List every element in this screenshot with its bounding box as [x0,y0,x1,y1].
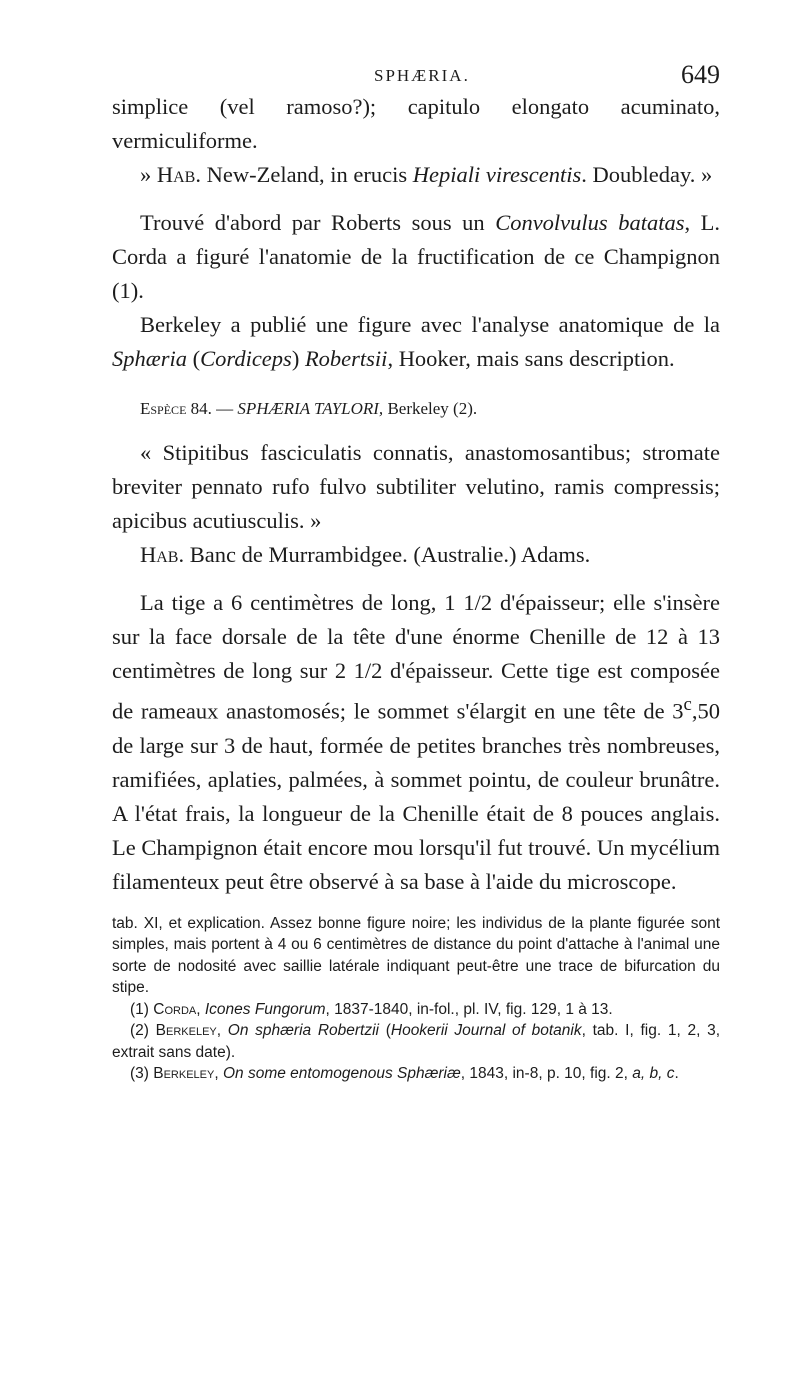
text-run: , L. Corda a figuré l'anatomie de la fructification de ce Champignon (1). [112,210,721,303]
footnote-number: (1) [130,1000,154,1018]
footnote-author: Berkeley [153,1065,215,1082]
superscript: c [683,694,692,715]
footnote-author: Corda [153,1000,197,1018]
text-run: , Hooker, mais sans description. [387,346,675,371]
text-run: « Stipitibus fasciculatis connatis, anastomosantibus; stromate breviter pennato rufo fulvo subtiliter velutino, ramis compressis; apicibus acutiusculis. » [112,440,720,533]
text-run: , 1843, in-8, p. 10, fig. 2, [460,1065,633,1082]
text-run: Berkeley a publié une figure avec l'analyse anatomique de la [140,312,720,337]
footnotes [112,913,720,1085]
text-run: . Doubleday. » [581,162,713,187]
footnote-3 [112,1063,720,1085]
hab-label: Hab. [156,162,201,187]
italic-taxon: Cordiceps [200,346,292,371]
footnote-number: (2) [130,1022,156,1039]
footnote-number: (3) [130,1065,154,1082]
species-author: Berkeley (2). [383,399,478,418]
text-run: ( [379,1022,391,1039]
page-header [112,56,720,89]
italic-taxon: Robertsii [304,346,388,371]
footnote-title: On sphæria Robertzii [227,1022,379,1039]
paragraph-berkeley [112,308,720,376]
hab-label: Hab. [140,542,185,567]
text-run: ( [187,346,201,371]
paragraph-habitat-2 [112,538,720,572]
text-run: ,50 de large sur 3 de haut, formée de petites branches très nombreuses, ramifiées, aplaties, palmées, à sommet pointu, de couleur brunâtre. A l'état frais, la longueur de la Chenille était de 8 pouces anglais. Le Champignon était encore mou lorsqu'il fut trouvé. Un mycélium filamenteux peut être observé à sa base à l'aide du microscope. [112,698,720,894]
paragraph-diagnosis-end [112,90,720,158]
footnote-continuation [112,913,720,999]
text-run: , 1837-1840, in-fol., pl. IV, fig. 129, 1 à 13. [325,1000,613,1018]
footnote-author: Berkeley [155,1022,217,1039]
text-run: tab. XI, et explication. Assez bonne figure noire; les individus de la plante figurée sont simples, mais portent à 4 ou 6 centimètres de distance du point d'attache à l'animal une sorte de nodosité avec saillie latérale indiquant peut-être une trace de bifurcation du stipe. [112,914,720,996]
paragraph-roberts [112,206,720,308]
footnote-1 [112,999,720,1021]
italic-taxon: Sphæria [112,346,188,371]
quote-mark: » [140,162,157,187]
italic-taxon: Hepiali virescentis [412,162,582,187]
paragraph-habitat-1 [112,158,720,192]
footnote-title: On some entomogenous Sphæriæ [222,1065,461,1082]
text-run: , [216,1022,228,1039]
page-number: 649 [681,60,720,89]
species-name: SPHÆRIA TAYLORI, [237,399,384,418]
text-run: ) [291,346,305,371]
dash: — [211,399,238,418]
paragraph-description [112,586,720,899]
text-run: New-Zeland, in erucis [200,162,413,187]
text-run: simplice (vel ramoso?); capitulo elongato acuminato, vermiculiforme. [112,94,720,153]
text-run: , tab. I, fig. 1, 2, 3, extrait sans date). [112,1022,721,1061]
text-run: , [214,1065,223,1082]
figure-parts: a, b, c [632,1065,675,1082]
species-label: Espèce 84. [140,399,212,418]
species-heading [112,394,720,424]
running-title: SPHÆRIA. [374,66,470,85]
text-run: Trouvé d'abord par Roberts sous un [140,210,496,235]
paragraph-latin-diagnosis [112,436,720,538]
text-run: . [674,1065,679,1082]
footnote-2 [112,1020,720,1063]
text-run: Banc de Murrambidgee. (Australie.) Adams. [184,542,591,567]
italic-taxon: Convolvulus batatas [495,210,685,235]
text-run: La tige a 6 centimètres de long, 1 1/2 d'épaisseur; elle s'insère sur la face dorsale de la tête d'une énorme Chenille de 12 à 13 centimètres de long sur 2 1/2 d'épaisseur. Cette tige est composée de rameaux anastomosés; le sommet s'élargit en une tête de 3 [112,590,720,724]
footnote-journal: Hookerii Journal of botanik [390,1022,582,1039]
footnote-title: Icones Fungorum [204,1000,326,1018]
text-run: , [196,1000,205,1018]
